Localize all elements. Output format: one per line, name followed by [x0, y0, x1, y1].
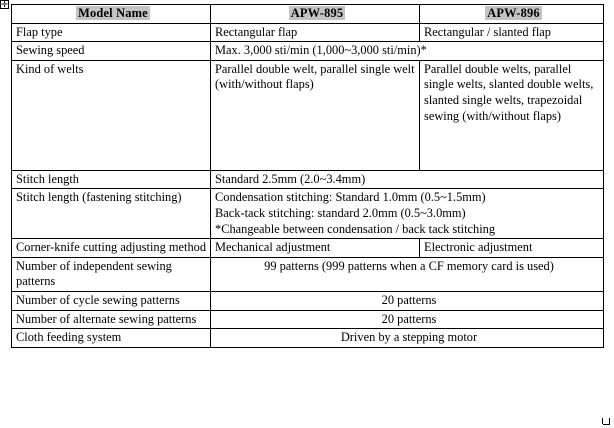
row-value-apw-896: Rectangular / slanted flap: [420, 23, 604, 42]
table-row: [12, 257, 604, 291]
row-label: Stitch length (fastening stitching): [12, 189, 211, 239]
table-header-row: [12, 5, 604, 24]
table-row: [12, 310, 604, 329]
row-value-apw-895: Mechanical adjustment: [211, 239, 420, 258]
row-value-merged: Driven by a stepping motor: [211, 329, 604, 348]
specification-table: [11, 4, 604, 348]
row-value-apw-895: Parallel double welt, parallel single welt (with/without flaps): [211, 60, 420, 170]
row-value-apw-896: Parallel double welts, parallel single welts, slanted double welts, slanted single welts, trapezoidal sewing (with/without flaps): [420, 60, 604, 170]
table-row: [12, 170, 604, 189]
table-resize-handle[interactable]: [603, 418, 610, 425]
row-label: Kind of welts: [12, 60, 211, 170]
table-row: [12, 60, 604, 170]
table-body: [12, 5, 604, 348]
row-value-merged: 20 patterns: [211, 291, 604, 310]
row-value-merged: Max. 3,000 sti/min (1,000~3,000 sti/min)*: [211, 42, 604, 61]
row-label: Corner-knife cutting adjusting method: [12, 239, 211, 258]
row-value-merged: 20 patterns: [211, 310, 604, 329]
table-row: [12, 239, 604, 258]
column-header-apw-896: [420, 5, 604, 24]
row-label: Number of alternate sewing patterns: [12, 310, 211, 329]
table-row: [12, 42, 604, 61]
table-row: [12, 291, 604, 310]
row-label: Number of cycle sewing patterns: [12, 291, 211, 310]
column-header-label: Model Name: [78, 6, 148, 20]
column-header-label: APW-896: [487, 6, 540, 20]
row-label: Number of independent sewing patterns: [12, 257, 211, 291]
row-label: Cloth feeding system: [12, 329, 211, 348]
row-label: Stitch length: [12, 170, 211, 189]
column-header-model-name: [12, 5, 211, 24]
table-move-handle[interactable]: ✛: [1, 0, 8, 9]
row-label: Flap type: [12, 23, 211, 42]
table-row: [12, 189, 604, 239]
table-row: [12, 23, 604, 42]
column-header-apw-895: [211, 5, 420, 24]
table-row: [12, 329, 604, 348]
row-value-apw-896: Electronic adjustment: [420, 239, 604, 258]
column-header-label: APW-895: [290, 6, 344, 20]
row-value-apw-895: Rectangular flap: [211, 23, 420, 42]
row-value-merged: 99 patterns (999 patterns when a CF memory card is used): [211, 257, 604, 291]
row-value-merged: Condensation stitching: Standard 1.0mm (0.5~1.5mm) Back-tack stitching: standard 2.0mm (0.5~3.0mm) *Changeable between condensation / back tack stitching: [211, 189, 604, 239]
row-label: Sewing speed: [12, 42, 211, 61]
row-value-merged: Standard 2.5mm (2.0~3.4mm): [211, 170, 604, 189]
